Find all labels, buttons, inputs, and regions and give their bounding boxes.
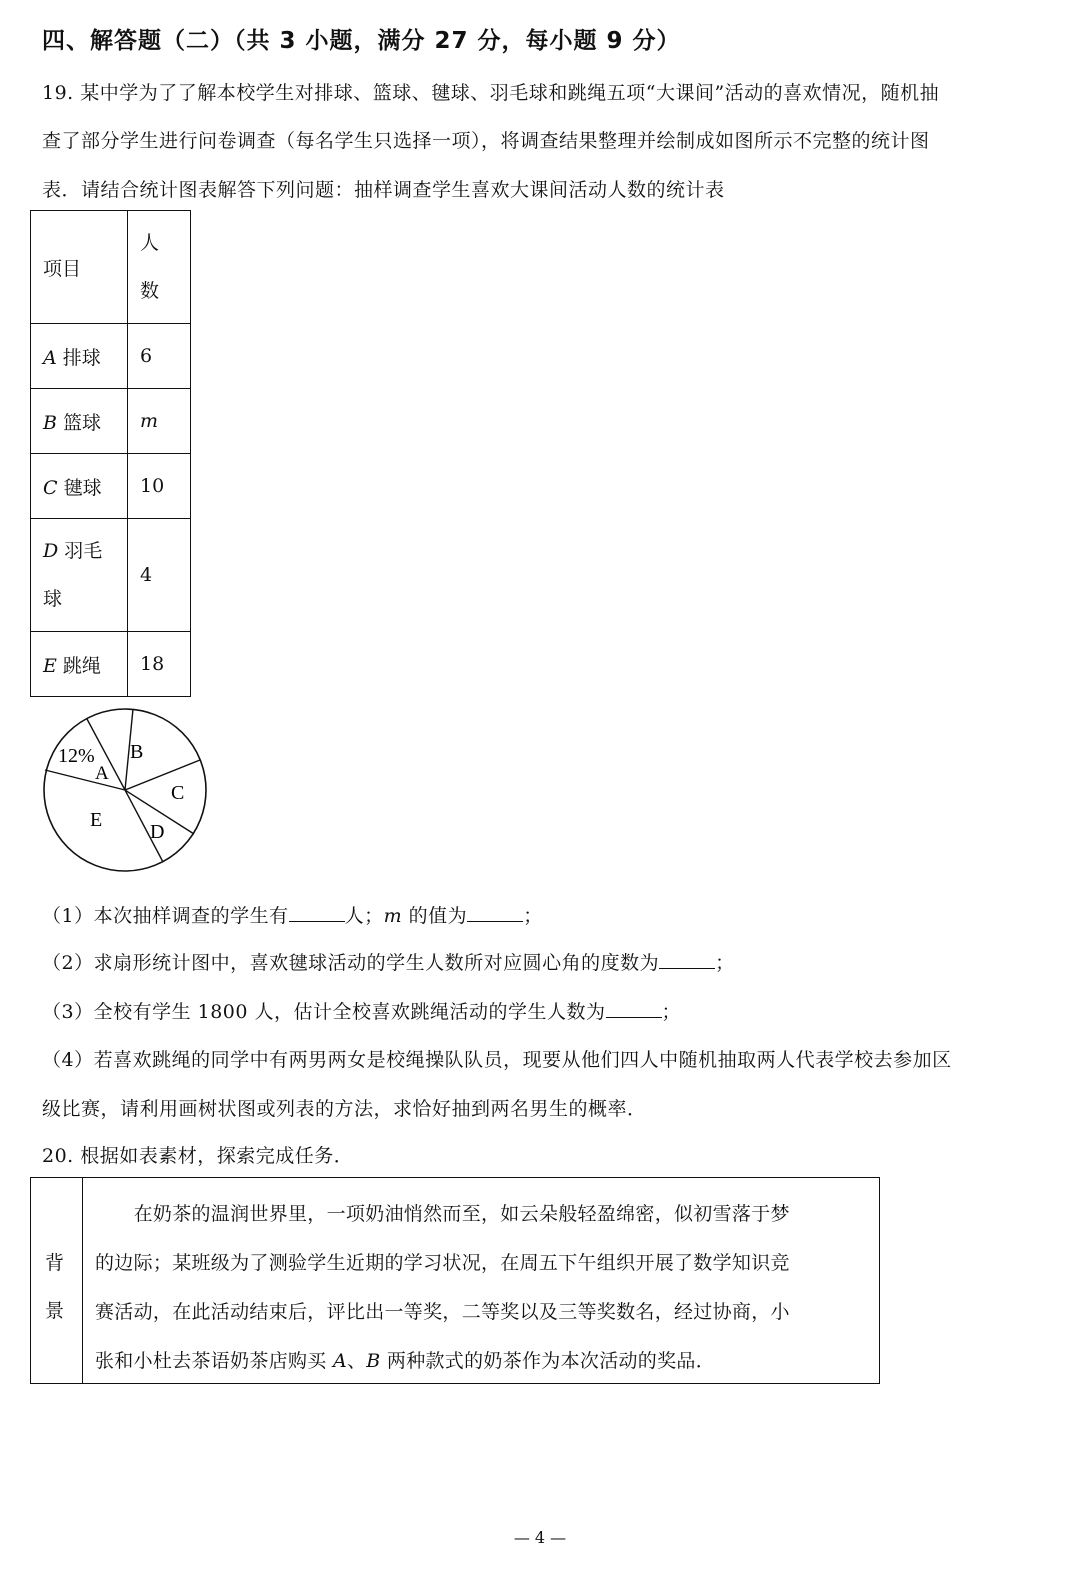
table-row: D 羽毛 球 4	[31, 519, 191, 632]
q19-sub-3: （3）全校有学生 1800 人，估计全校喜欢跳绳活动的学生人数为 ；	[42, 1001, 682, 1023]
answer-blank[interactable]	[606, 999, 662, 1018]
q19-sub-2: （2）求扇形统计图中，喜欢毽球活动的学生人数所对应圆心角的度数为 ；	[42, 952, 735, 974]
table-row: A 排球 6	[31, 324, 191, 389]
pie-divider-b-c	[125, 760, 200, 790]
section-title: 四、解答题（二）（共 3 小题，满分 27 分，每小题 9 分）	[42, 28, 681, 54]
answer-blank[interactable]	[659, 950, 715, 969]
answer-blank[interactable]	[467, 903, 523, 922]
q20-material-table	[30, 1177, 880, 1384]
background-content: 在奶茶的温润世界里，一项奶油悄然而至，如云朵般轻盈绵密，似初雪落于梦 的边际；某班级为了测验学生近期的学习状况，在周五下午组织开展了数学知识竞 赛活动，在此活动结束后，评比出一等奖，二等奖以及三等奖数名，经过协商，小 张和小杜去茶语奶茶店购买 A、B 两种款式的奶茶作为本次活动的奖品．	[95, 1203, 790, 1372]
table-row: C 毽球 10	[31, 454, 191, 519]
table-header-row	[31, 211, 191, 324]
page-number: — 4 —	[513, 1528, 567, 1547]
statistics-table	[30, 210, 191, 697]
header-count: 人 数	[128, 211, 191, 324]
pie-label-a: A	[95, 763, 109, 784]
pie-label-percent: 12%	[58, 745, 95, 767]
header-item: 项目	[31, 211, 128, 324]
table-row: B 篮球 m	[31, 389, 191, 454]
q19-sub-4-line-1: （4）若喜欢跳绳的同学中有两男两女是校绳操队队员，现要从他们四人中随机抽取两人代表学校去参加区	[42, 1049, 952, 1071]
q19-sub-1: （1）本次抽样调查的学生有 人；m 的值为 ；	[42, 905, 543, 927]
table-row: E 跳绳 18	[31, 632, 191, 697]
pie-label-b: B	[130, 741, 144, 763]
q20-title: 20. 根据如表素材，探索完成任务．	[42, 1145, 354, 1167]
pie-label-e: E	[90, 809, 103, 831]
pie-label-c: C	[171, 782, 185, 804]
q19-sub-4-line-2: 级比赛，请利用画树状图或列表的方法，求恰好抽到两名男生的概率．	[42, 1098, 647, 1120]
pie-label-d: D	[150, 821, 165, 843]
q19-line-1: 19. 某中学为了了解本校学生对排球、篮球、毽球、羽毛球和跳绳五项“大课间”活动的喜欢情况，随机抽	[42, 82, 940, 104]
pie-chart	[38, 708, 213, 873]
answer-blank[interactable]	[289, 903, 345, 922]
q19-line-2: 查了部分学生进行问卷调查（每名学生只选择一项），将调查结果整理并绘制成如图所示不完整的统计图	[42, 130, 930, 152]
q19-line-3: 表．请结合统计图表解答下列问题：抽样调查学生喜欢大课间活动人数的统计表	[42, 179, 725, 201]
background-label: 背 景	[31, 1178, 83, 1383]
pie-divider-e-a	[45, 770, 125, 790]
